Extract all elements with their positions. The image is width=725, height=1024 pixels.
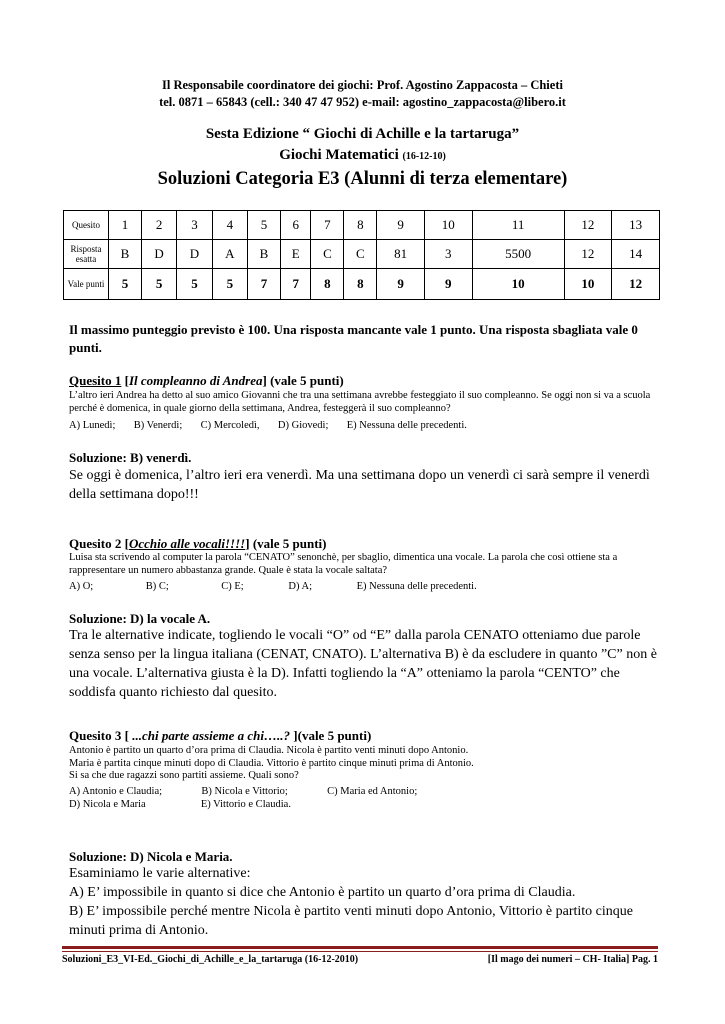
q1-options bbox=[69, 420, 659, 431]
cell-punti: 12 bbox=[612, 269, 660, 300]
cell-punti: 5 bbox=[177, 269, 212, 300]
edition-title: Sesta Edizione “ Giochi di Achille e la tartaruga” bbox=[205, 126, 520, 142]
header-line-1: Il Responsabile coordinatore dei giochi: Prof. Agostino Zappacosta – Chieti bbox=[162, 78, 563, 92]
row-label-quesito: Quesito bbox=[64, 211, 109, 240]
row-label-punti: Vale punti bbox=[64, 269, 109, 300]
q2-label: Quesito 2 bbox=[69, 536, 122, 551]
cell-punti: 9 bbox=[424, 269, 472, 300]
q2-solution-title: Soluzione: D) la vocale A. bbox=[69, 611, 211, 626]
cell-risposta: B bbox=[109, 240, 142, 269]
cell-punti: 5 bbox=[109, 269, 142, 300]
cell-quesito: 3 bbox=[177, 211, 212, 240]
q1-option: C) Mercoledì, bbox=[200, 420, 260, 431]
q3-title: Quesito 3 [ ...chi parte assieme a chi…..? ](vale 5 punti) bbox=[69, 728, 372, 743]
cell-quesito: 12 bbox=[564, 211, 612, 240]
q2-option: B) C; bbox=[145, 581, 169, 592]
cell-punti: 9 bbox=[377, 269, 425, 300]
q3-solution-line: B) E’ impossibile perché mentre Nicola è partito venti minuti dopo Antonio, Vittorio è partito cinque minuti prima di Antonio. bbox=[69, 904, 633, 938]
q3-text-line: Maria è partita cinque minuti dopo di Claudia. Vittorio è partito cinque minuti prima di Antonio. bbox=[69, 757, 474, 769]
q1-label: Quesito 1 bbox=[69, 373, 122, 388]
q3-solution-title: Soluzione: D) Nicola e Maria. bbox=[69, 849, 233, 864]
cell-quesito: 1 bbox=[109, 211, 142, 240]
cell-risposta: 81 bbox=[377, 240, 425, 269]
q2-option: D) A; bbox=[288, 581, 312, 592]
q1-name: Il compleanno di Andrea bbox=[128, 373, 263, 388]
cell-risposta: 3 bbox=[424, 240, 472, 269]
q3-option: C) Maria ed Antonio; bbox=[327, 786, 418, 797]
cell-quesito: 8 bbox=[344, 211, 377, 240]
cell-punti: 5 bbox=[141, 269, 176, 300]
cell-risposta: 12 bbox=[564, 240, 612, 269]
cell-punti: 7 bbox=[248, 269, 281, 300]
cell-quesito: 11 bbox=[472, 211, 564, 240]
q2-text: Luisa sta scrivendo al computer la parola “CENATO” senonchè, per sbaglio, dimentica una vocale. La parola che così ottiene sta a rappresentare un numero abbastanza grande. Quale è stata la vocale saltata? bbox=[69, 552, 618, 576]
cell-risposta: C bbox=[311, 240, 344, 269]
q3-solution bbox=[69, 864, 659, 940]
footer-right: [Il mago dei numeri – CH- Italia] Pag. 1 bbox=[487, 954, 658, 965]
category-title: Soluzioni Categoria E3 (Alunni di terza elementare) bbox=[157, 169, 568, 189]
cell-quesito: 2 bbox=[141, 211, 176, 240]
row-label-risposta: Risposta esatta bbox=[64, 240, 109, 269]
cell-risposta: C bbox=[344, 240, 377, 269]
q1-option: E) Nessuna delle precedenti. bbox=[346, 420, 467, 431]
q1-option: D) Giovedì; bbox=[277, 420, 329, 431]
q2-points: (vale 5 punti) bbox=[252, 536, 327, 551]
q3-option: E) Vittorio e Claudia. bbox=[200, 799, 291, 810]
q3-solution-line: Esaminiamo le varie alternative: bbox=[69, 866, 251, 881]
subtitle-date: (16-12-10) bbox=[402, 151, 446, 162]
q3-name: ...chi parte assieme a chi…..? bbox=[132, 728, 291, 743]
cell-risposta: 14 bbox=[612, 240, 660, 269]
subtitle-main: Giochi Matematici bbox=[279, 147, 399, 163]
cell-quesito: 6 bbox=[280, 211, 310, 240]
cell-risposta: B bbox=[248, 240, 281, 269]
scoring-rules: Il massimo punteggio previsto è 100. Una risposta mancante vale 1 punto. Una risposta sbagliata vale 0 punti. bbox=[69, 322, 638, 355]
cell-risposta: D bbox=[177, 240, 212, 269]
cell-risposta: D bbox=[141, 240, 176, 269]
q3-text-line: Si sa che due ragazzi sono partiti assieme. Quali sono? bbox=[69, 770, 299, 781]
table-row-risposta bbox=[64, 240, 660, 269]
header-line-2: tel. 0871 – 65843 (cell.: 340 47 47 952) e-mail: agostino_zappacosta@libero.it bbox=[159, 95, 566, 109]
cell-punti: 7 bbox=[280, 269, 310, 300]
cell-quesito: 10 bbox=[424, 211, 472, 240]
q1-text: L’altro ieri Andrea ha detto al suo amico Giovanni che tra una settimana avrebbe festeggiato il suo compleanno. Se oggi non si va a scuola perché è domenica, in quale giorno della settimana, Andrea, festeggerà il suo compleanno? bbox=[69, 390, 651, 414]
q1-points: (vale 5 punti) bbox=[270, 373, 344, 388]
cell-quesito: 7 bbox=[311, 211, 344, 240]
q3-text-line: Antonio è partito un quarto d’ora prima di Claudia. Nicola è partito venti minuti dopo Antonio. bbox=[69, 745, 469, 756]
q1-option: A) Lunedì; bbox=[69, 420, 116, 431]
q2-options bbox=[69, 581, 659, 592]
q1-solution: Se oggi è domenica, l’altro ieri era venerdì. Ma una settimana dopo un venerdì ci sarà sempre il venerdì della settimana dopo!!! bbox=[69, 468, 650, 502]
q2-solution: Tra le alternative indicate, togliendo le vocali “O” od “E” dalla parola CENATO otteniamo due parole senza senso per la lingua italiana (CENAT, CNATO). L’alternativa B) è da escludere in quanto ”C” non è una vocale. L’alternativa giusta è la D). Infatti togliendo la “A” otteniamo la parola “CENTO” che soddisfa quanto richiesto dal quesito. bbox=[69, 628, 657, 700]
q2-option: A) O; bbox=[69, 581, 94, 592]
footer-left: Soluzioni_E3_VI-Ed._Giochi_di_Achille_e_la_tartaruga (16-12-2010) bbox=[62, 954, 359, 965]
q3-label: Quesito 3 bbox=[69, 728, 122, 743]
footer-rule bbox=[62, 946, 658, 949]
table-row-punti bbox=[64, 269, 660, 300]
q2-option: C) E; bbox=[221, 581, 244, 592]
cell-quesito: 4 bbox=[212, 211, 247, 240]
cell-punti: 5 bbox=[212, 269, 247, 300]
cell-quesito: 9 bbox=[377, 211, 425, 240]
q2-name: Occhio alle vocali!!!! bbox=[128, 536, 246, 551]
subtitle bbox=[0, 147, 725, 164]
q1-title: Quesito 1 [Il compleanno di Andrea] (vale 5 punti) bbox=[69, 373, 344, 388]
answers-table bbox=[63, 210, 660, 300]
cell-risposta: 5500 bbox=[472, 240, 564, 269]
q1-solution-title: Soluzione: B) venerdì. bbox=[69, 450, 192, 465]
q1-option: B) Venerdì; bbox=[133, 420, 183, 431]
cell-punti: 10 bbox=[564, 269, 612, 300]
q2-title: Quesito 2 [Occhio alle vocali!!!!] (vale 5 punti) bbox=[69, 536, 327, 551]
q3-solution-line: A) E’ impossibile in quanto si dice che Antonio è partito un quarto d’ora prima di Claudia. bbox=[69, 885, 576, 900]
q3-points: (vale 5 punti) bbox=[297, 728, 372, 743]
cell-punti: 8 bbox=[311, 269, 344, 300]
cell-risposta: E bbox=[280, 240, 310, 269]
q3-option: D) Nicola e Maria bbox=[69, 799, 146, 810]
table-row-quesito bbox=[64, 211, 660, 240]
cell-punti: 10 bbox=[472, 269, 564, 300]
q2-option: E) Nessuna delle precedenti. bbox=[356, 581, 477, 592]
q3-options-row1 bbox=[69, 786, 659, 797]
cell-risposta: A bbox=[212, 240, 247, 269]
q3-options-row2 bbox=[69, 799, 659, 810]
cell-quesito: 13 bbox=[612, 211, 660, 240]
q3-option: B) Nicola e Vittorio; bbox=[201, 786, 288, 797]
q3-option: A) Antonio e Claudia; bbox=[69, 786, 163, 797]
cell-punti: 8 bbox=[344, 269, 377, 300]
footer-rule-thin bbox=[62, 951, 658, 952]
cell-quesito: 5 bbox=[248, 211, 281, 240]
q3-text bbox=[69, 745, 659, 783]
